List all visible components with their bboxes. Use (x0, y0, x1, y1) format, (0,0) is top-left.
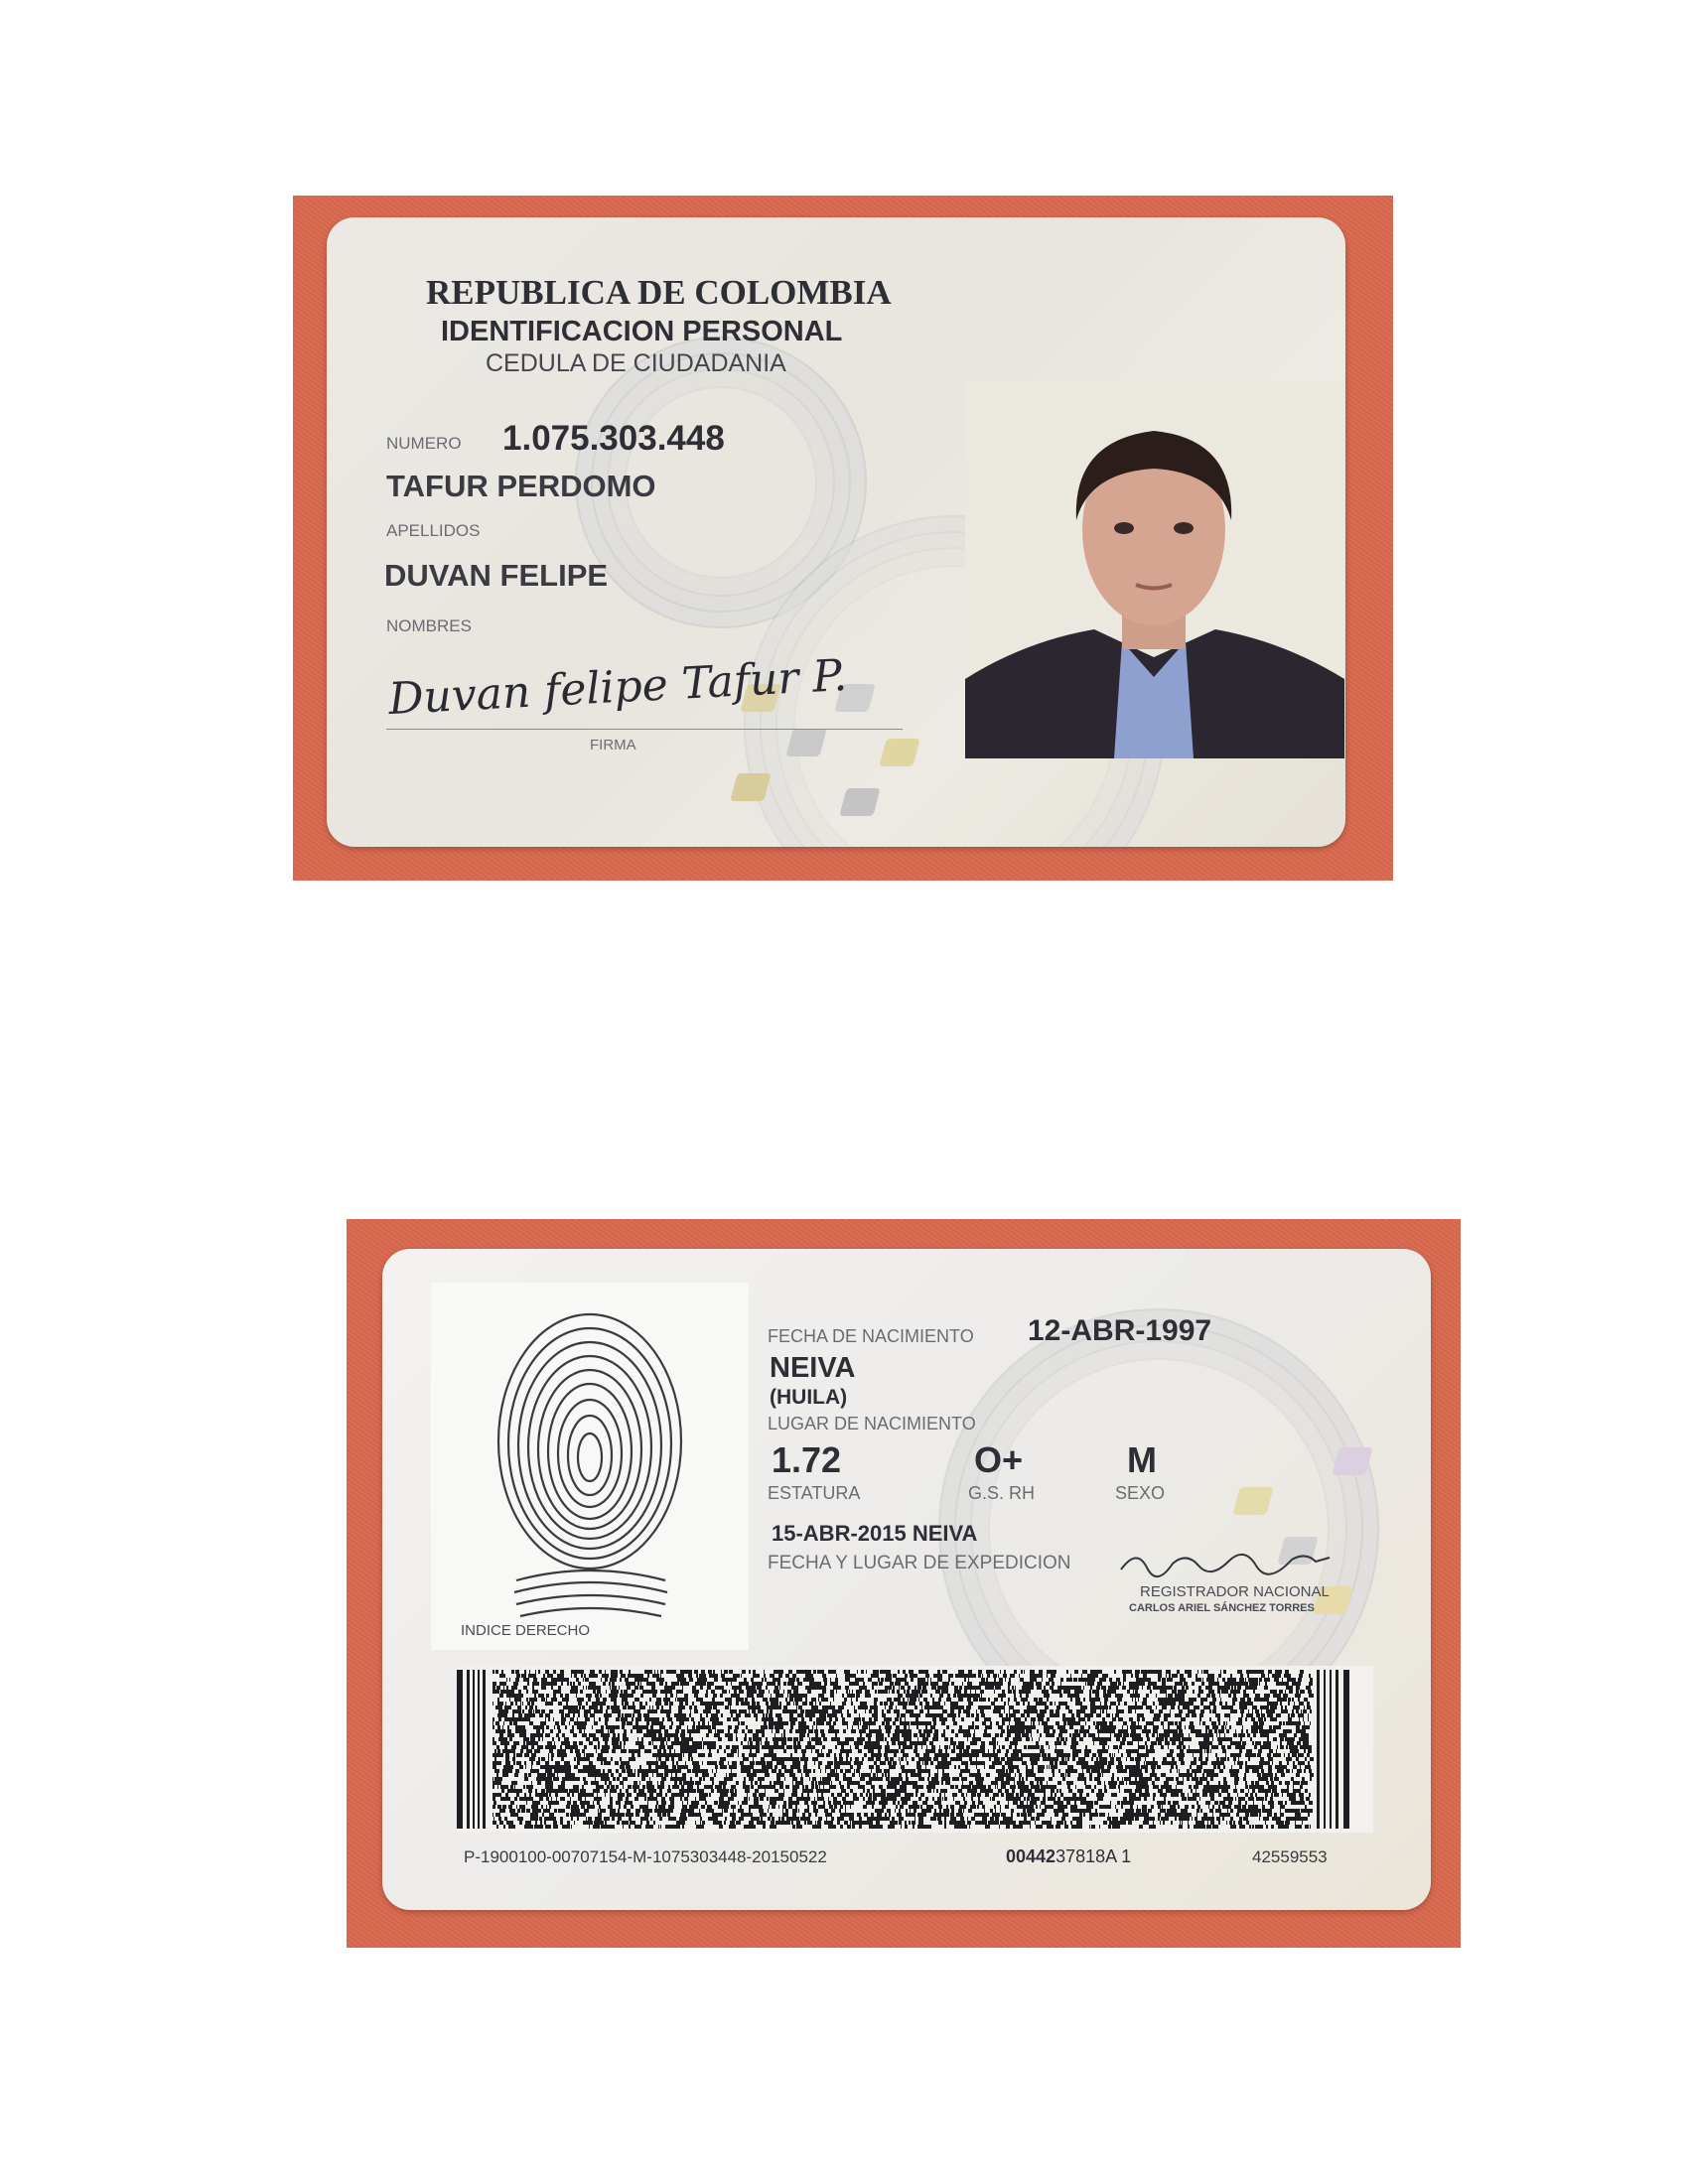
numero-label: NUMERO (386, 434, 462, 453)
back-card-photo (347, 1219, 1461, 1948)
pdf417-barcode (457, 1666, 1373, 1833)
expedicion: 15-ABR-2015 NEIVA (772, 1521, 978, 1546)
registrador-label: REGISTRADOR NACIONAL (1140, 1583, 1330, 1600)
serial-number (1006, 1846, 1131, 1867)
document-type: IDENTIFICACION PERSONAL (441, 316, 843, 347)
lugar-nacimiento: NEIVA (770, 1352, 856, 1384)
firma-label: FIRMA (590, 737, 636, 753)
nombres-label: NOMBRES (386, 616, 472, 635)
fingerprint-panel (431, 1283, 749, 1650)
gs-rh: O+ (974, 1439, 1024, 1480)
serial-bold: 00442 (1006, 1846, 1056, 1866)
estatura-label: ESTATURA (768, 1483, 861, 1503)
document-subtype: CEDULA DE CIUDADANIA (486, 349, 786, 377)
country-title: REPUBLICA DE COLOMBIA (426, 273, 892, 312)
registrador-name: CARLOS ARIEL SÁNCHEZ TORRES (1129, 1602, 1315, 1614)
signature: Duvan felipe Tafur P. (386, 649, 849, 726)
nombres-value: DUVAN FELIPE (384, 558, 609, 593)
estatura: 1.72 (772, 1439, 842, 1480)
front-card-photo (293, 196, 1393, 881)
gs-rh-label: G.S. RH (968, 1483, 1036, 1503)
departamento: (HUILA) (770, 1386, 848, 1409)
serial-rest: 37818A 1 (1055, 1846, 1132, 1866)
holder-portrait (965, 381, 1344, 758)
code-line: P-1900100-00707154-M-1075303448-20150522 (464, 1847, 827, 1866)
sexo: M (1127, 1439, 1157, 1480)
registrador-signature (1117, 1542, 1336, 1581)
indice-label: INDICE DERECHO (461, 1622, 591, 1639)
fecha-nacimiento-label: FECHA DE NACIMIENTO (768, 1326, 974, 1346)
apellidos-label: APELLIDOS (386, 521, 481, 540)
fingerprint-image (431, 1283, 749, 1650)
id-card-front (327, 217, 1345, 847)
id-card-back (382, 1249, 1431, 1910)
lugar-nacimiento-label: LUGAR DE NACIMIENTO (768, 1414, 976, 1433)
fecha-nacimiento: 12-ABR-1997 (1028, 1314, 1212, 1347)
signature-line (386, 729, 903, 730)
apellidos-value: TAFUR PERDOMO (386, 469, 656, 503)
sexo-label: SEXO (1115, 1483, 1166, 1503)
id-number: 1.075.303.448 (502, 419, 725, 458)
serial-right: 42559553 (1252, 1847, 1328, 1866)
expedicion-label: FECHA Y LUGAR DE EXPEDICION (768, 1553, 1071, 1573)
